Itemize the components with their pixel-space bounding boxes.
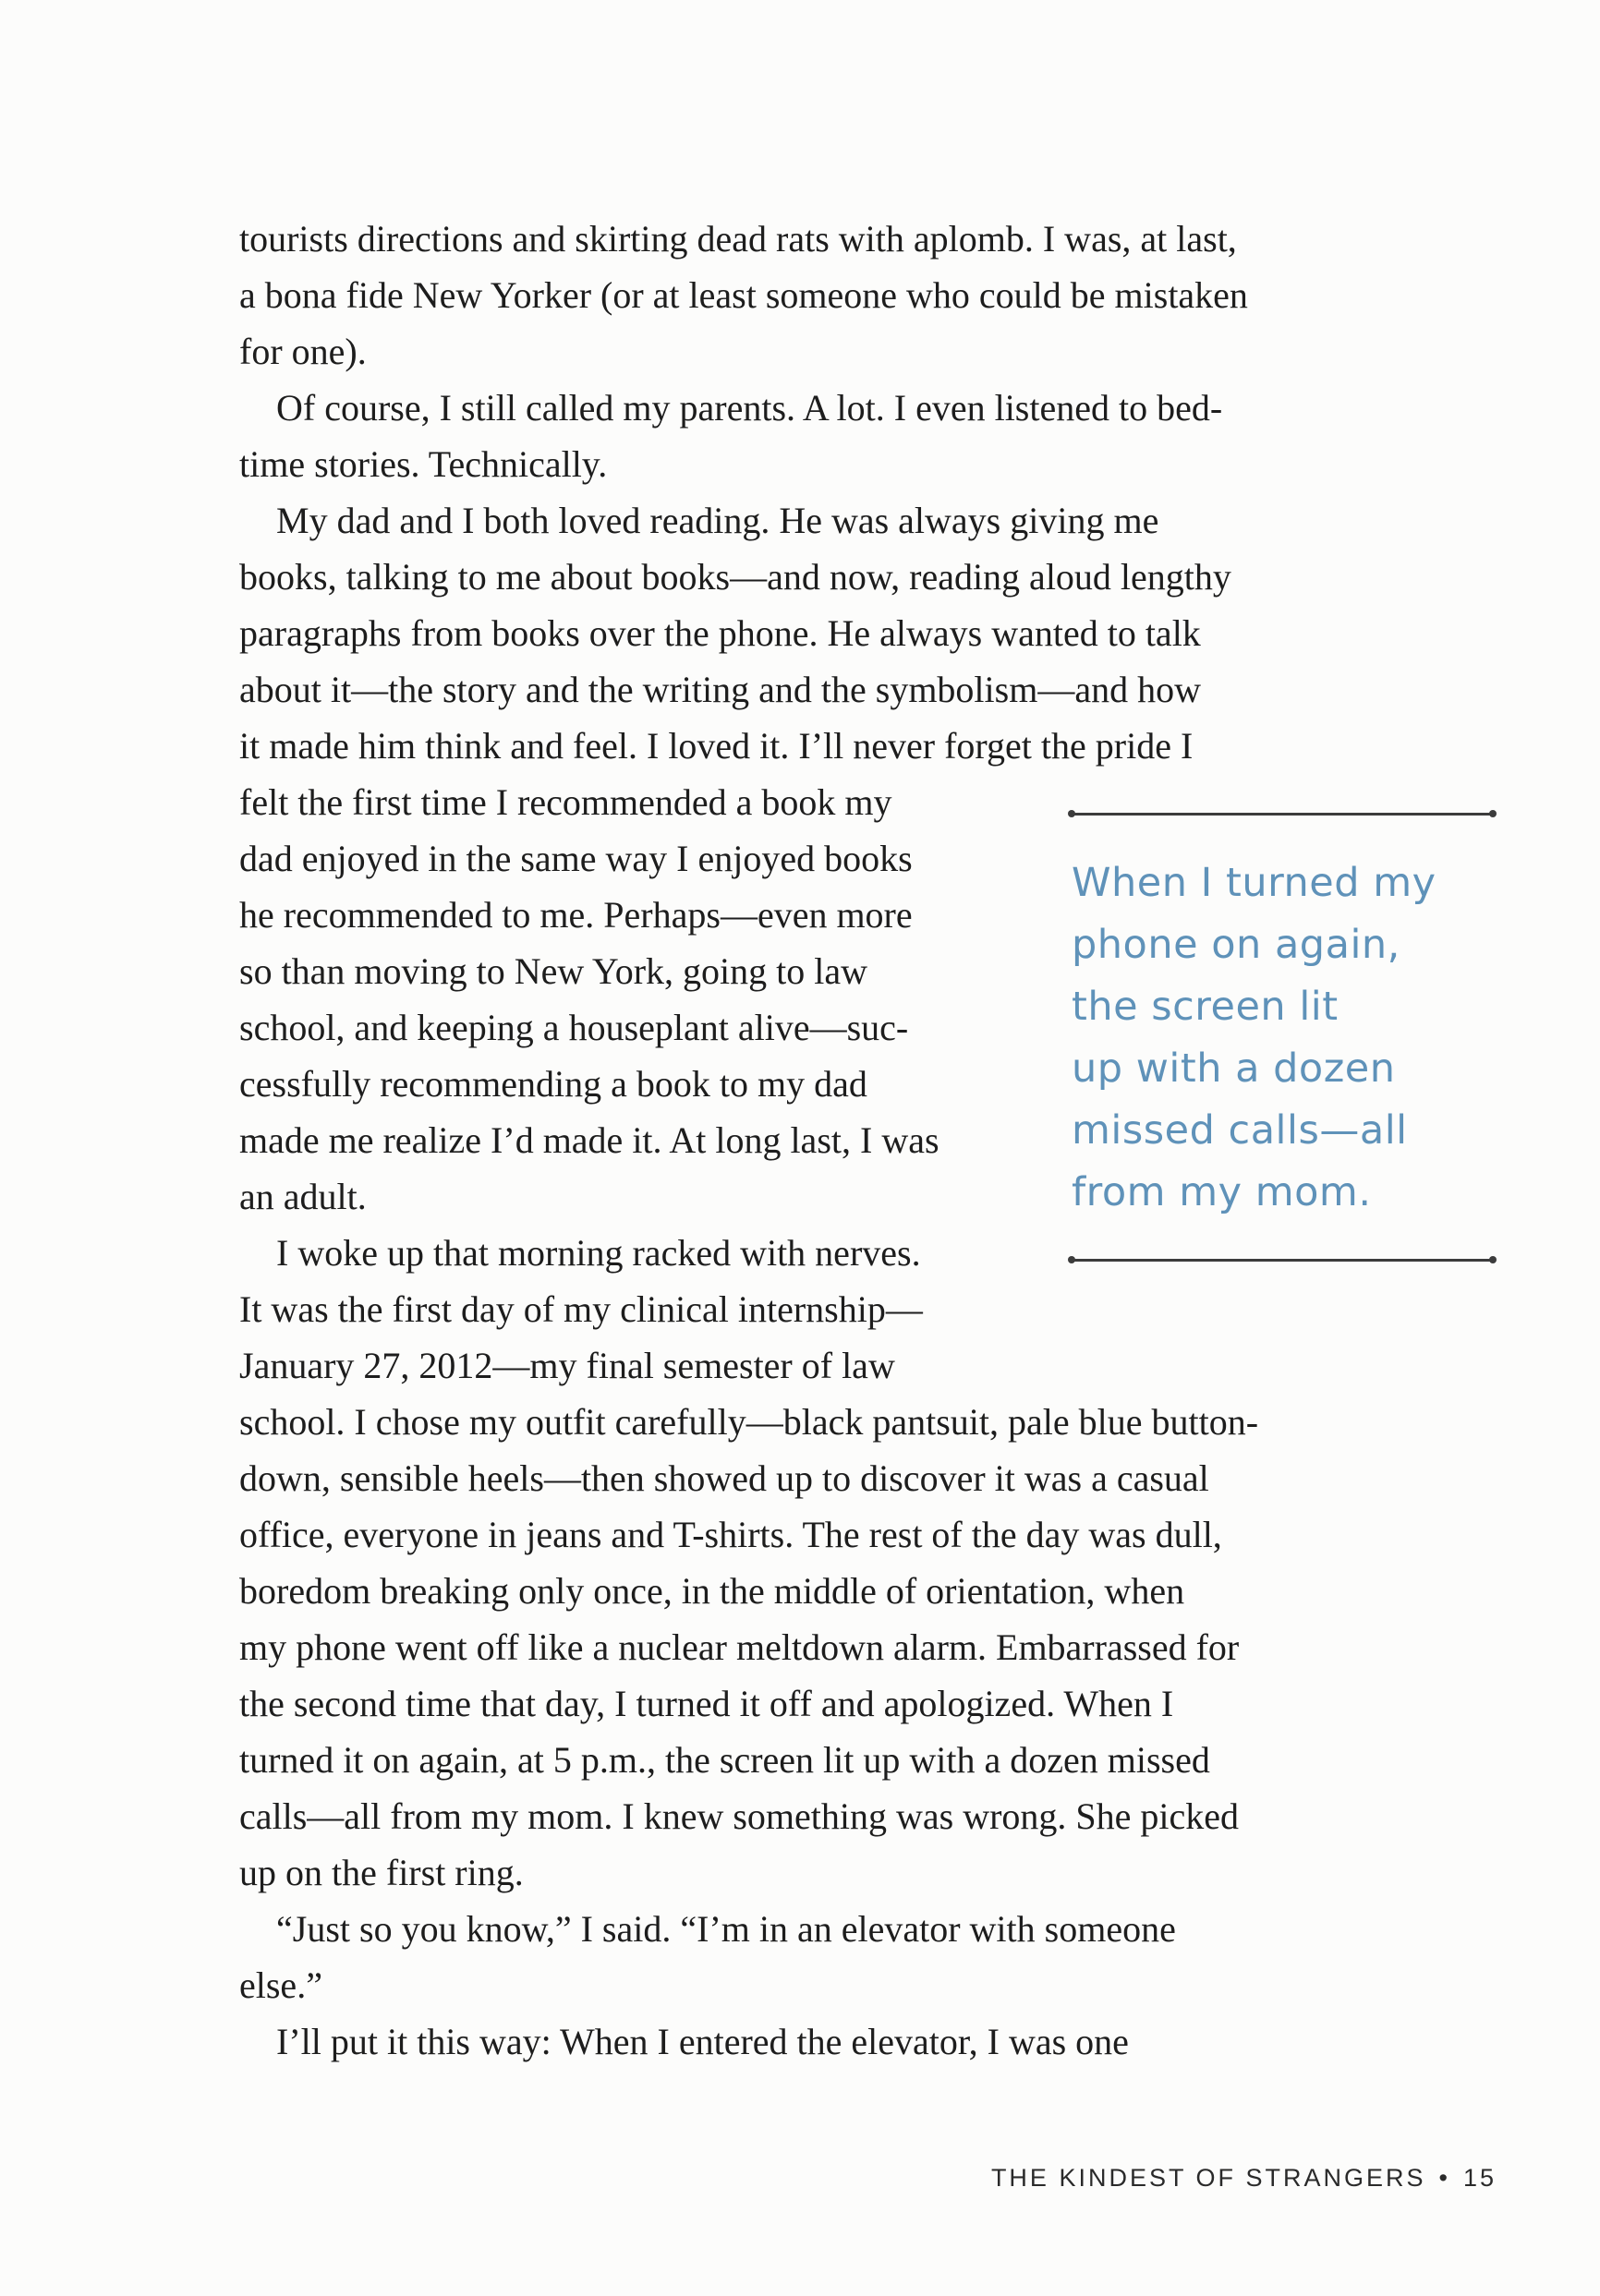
text-line: an adult.: [239, 1176, 367, 1217]
text-line: My dad and I both loved reading. He was always giving me: [239, 500, 1159, 541]
pull-quote-line: When I turned my: [1072, 860, 1436, 906]
text-line: cessfully recommending a book to my dad: [239, 1063, 867, 1105]
text-line: felt the first time I recommended a book my: [239, 781, 892, 823]
text-line: turned it on again, at 5 p.m., the screen lit up with a dozen missed: [239, 1739, 1210, 1781]
text-line: it made him think and feel. I loved it. I’ll never forget the pride I: [239, 725, 1194, 767]
text-line: office, everyone in jeans and T-shirts. The rest of the day was dull,: [239, 1514, 1222, 1555]
text-line: school, and keeping a houseplant alive—suc-: [239, 1007, 909, 1048]
text-line: “Just so you know,” I said. “I’m in an elevator with someone: [239, 1908, 1176, 1950]
pull-quote: [1072, 813, 1497, 1262]
text-line: he recommended to me. Perhaps—even more: [239, 894, 913, 936]
pull-quote-line: the screen lit: [1072, 984, 1339, 1030]
text-line: so than moving to New York, going to law: [239, 950, 867, 992]
text-line: boredom breaking only once, in the middle of orientation, when: [239, 1570, 1185, 1612]
text-line: up on the first ring.: [239, 1852, 524, 1893]
text-line: books, talking to me about books—and now, reading aloud lengthy: [239, 556, 1231, 598]
pull-quote-bottom-rule: [1072, 1259, 1493, 1262]
text-line: school. I chose my outfit carefully—black pantsuit, pale blue button-: [239, 1401, 1259, 1443]
pull-quote-top-rule: [1072, 813, 1493, 816]
text-line: time stories. Technically.: [239, 443, 608, 485]
pull-quote-text: [1072, 852, 1497, 1224]
text-line: a bona fide New Yorker (or at least someone who could be mistaken: [239, 274, 1248, 316]
text-line: my phone went off like a nuclear meltdown alarm. Embarrassed for: [239, 1626, 1240, 1668]
text-line: It was the first day of my clinical internship—: [239, 1288, 923, 1330]
text-line: Of course, I still called my parents. A lot. I even listened to bed-: [239, 387, 1223, 429]
text-line: else.”: [239, 1964, 322, 2006]
text-line: paragraphs from books over the phone. He always wanted to talk: [239, 612, 1201, 654]
text-line: about it—the story and the writing and the symbolism—and how: [239, 669, 1201, 710]
text-line: down, sensible heels—then showed up to discover it was a casual: [239, 1457, 1209, 1499]
pull-quote-line: missed calls—all: [1072, 1107, 1408, 1154]
text-line: dad enjoyed in the same way I enjoyed books: [239, 838, 913, 879]
pull-quote-line: from my mom.: [1072, 1169, 1372, 1215]
text-line: calls—all from my mom. I knew something was wrong. She picked: [239, 1795, 1240, 1837]
text-line: I’ll put it this way: When I entered the elevator, I was one: [239, 2021, 1129, 2062]
text-line: I woke up that morning racked with nerves.: [239, 1232, 921, 1274]
text-line: January 27, 2012—my final semester of law: [239, 1345, 895, 1386]
text-line: the second time that day, I turned it off and apologized. When I: [239, 1683, 1174, 1724]
footer-bullet: •: [1438, 2164, 1450, 2192]
pull-quote-line: up with a dozen: [1072, 1045, 1396, 1092]
text-line: made me realize I’d made it. At long last, I was: [239, 1119, 939, 1161]
text-line: for one).: [239, 331, 367, 372]
running-footer: [991, 2164, 1497, 2193]
pull-quote-line: phone on again,: [1072, 922, 1400, 968]
page-number: 15: [1462, 2164, 1497, 2192]
book-title: THE KINDEST OF STRANGERS: [990, 2164, 1426, 2192]
text-line: tourists directions and skirting dead rats with aplomb. I was, at last,: [239, 218, 1237, 260]
